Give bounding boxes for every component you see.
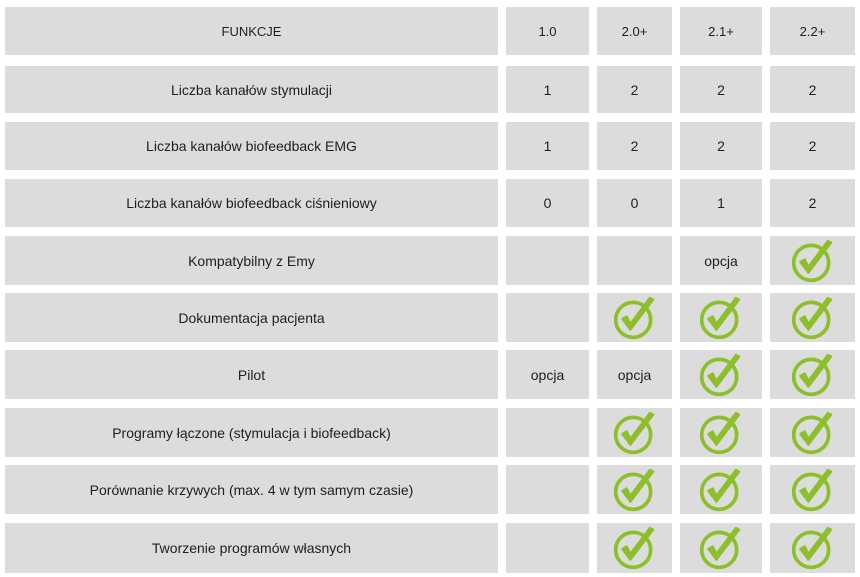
value-text: 0 bbox=[543, 195, 552, 211]
check-circle-icon bbox=[612, 295, 658, 341]
check-circle-icon bbox=[612, 525, 658, 571]
value-cell bbox=[680, 523, 762, 573]
feature-label: Pilot bbox=[237, 366, 266, 383]
value-cell bbox=[770, 122, 855, 170]
value-cell bbox=[597, 66, 672, 113]
feature-label: Kompatybilny z Emy bbox=[188, 252, 315, 269]
value-text: 1 bbox=[717, 195, 725, 211]
check-circle-icon bbox=[612, 410, 658, 456]
feature-label-cell bbox=[5, 236, 498, 285]
check-circle-icon bbox=[698, 410, 744, 456]
value-text: 2 bbox=[630, 138, 639, 154]
feature-label-cell bbox=[5, 122, 498, 170]
header-version bbox=[506, 7, 589, 55]
value-cell bbox=[680, 66, 762, 113]
check-circle-icon bbox=[698, 352, 744, 398]
feature-label-cell bbox=[5, 293, 498, 342]
feature-label: Programy łączone (stymulacja i biofeedback) bbox=[112, 424, 391, 441]
header-label: 2.2+ bbox=[799, 23, 826, 39]
value-text: opcja bbox=[617, 366, 652, 383]
check-circle-icon bbox=[790, 410, 836, 456]
value-cell bbox=[770, 523, 855, 573]
feature-label: Dokumentacja pacjenta bbox=[178, 309, 325, 326]
value-text: 2 bbox=[630, 81, 639, 98]
value-text: 2 bbox=[808, 195, 817, 211]
value-cell bbox=[506, 66, 589, 113]
value-text: 1 bbox=[543, 81, 552, 98]
value-cell bbox=[506, 350, 589, 399]
header-label: 2.1+ bbox=[708, 23, 734, 39]
value-cell bbox=[680, 179, 762, 227]
value-cell bbox=[506, 523, 589, 573]
value-cell bbox=[770, 236, 855, 285]
check-circle-icon bbox=[790, 238, 836, 284]
value-cell bbox=[506, 179, 589, 227]
check-circle-icon bbox=[790, 525, 836, 571]
value-text: 1 bbox=[543, 138, 552, 154]
feature-label: Liczba kanałów stymulacji bbox=[170, 81, 333, 98]
value-cell bbox=[597, 523, 672, 573]
value-text: 0 bbox=[630, 195, 639, 211]
value-cell bbox=[680, 350, 762, 399]
value-cell bbox=[597, 408, 672, 457]
value-cell bbox=[770, 350, 855, 399]
value-cell bbox=[506, 465, 589, 514]
value-text: 2 bbox=[717, 81, 725, 98]
feature-label-cell bbox=[5, 465, 498, 514]
check-circle-icon bbox=[698, 467, 744, 513]
value-cell bbox=[680, 465, 762, 514]
check-circle-icon bbox=[698, 295, 744, 341]
value-cell bbox=[680, 236, 762, 285]
value-cell bbox=[597, 293, 672, 342]
header-label: FUNKCJE bbox=[221, 23, 282, 39]
header-functions bbox=[5, 7, 498, 55]
feature-label-cell bbox=[5, 179, 498, 227]
header-version bbox=[680, 7, 762, 55]
feature-label-cell bbox=[5, 523, 498, 573]
value-cell bbox=[770, 66, 855, 113]
feature-label: Tworzenie programów własnych bbox=[151, 540, 352, 556]
value-text: opcja bbox=[704, 252, 738, 269]
value-text: opcja bbox=[530, 366, 565, 383]
value-text: 2 bbox=[808, 81, 817, 98]
header-label: 2.0+ bbox=[621, 23, 648, 39]
feature-label-cell bbox=[5, 408, 498, 457]
value-cell bbox=[680, 293, 762, 342]
value-cell bbox=[506, 122, 589, 170]
value-cell bbox=[770, 179, 855, 227]
check-circle-icon bbox=[790, 295, 836, 341]
value-cell bbox=[597, 350, 672, 399]
value-cell bbox=[770, 408, 855, 457]
check-circle-icon bbox=[698, 525, 744, 571]
feature-label-cell bbox=[5, 66, 498, 113]
header-version bbox=[597, 7, 672, 55]
value-cell bbox=[506, 236, 589, 285]
value-text: 2 bbox=[808, 138, 817, 154]
feature-label: Liczba kanałów biofeedback EMG bbox=[146, 138, 357, 154]
value-cell bbox=[597, 122, 672, 170]
feature-label: Porównanie krzywych (max. 4 w tym samym czasie) bbox=[89, 481, 414, 498]
check-circle-icon bbox=[612, 467, 658, 513]
check-circle-icon bbox=[790, 352, 836, 398]
value-text: 2 bbox=[717, 138, 725, 154]
value-cell bbox=[506, 293, 589, 342]
value-cell bbox=[506, 408, 589, 457]
check-circle-icon bbox=[790, 467, 836, 513]
value-cell bbox=[680, 122, 762, 170]
feature-label: Liczba kanałów biofeedback ciśnieniowy bbox=[126, 195, 377, 211]
value-cell bbox=[680, 408, 762, 457]
value-cell bbox=[597, 465, 672, 514]
value-cell bbox=[770, 465, 855, 514]
header-label: 1.0 bbox=[538, 23, 557, 39]
value-cell bbox=[770, 293, 855, 342]
header-version bbox=[770, 7, 855, 55]
value-cell bbox=[597, 236, 672, 285]
value-cell bbox=[597, 179, 672, 227]
feature-label-cell bbox=[5, 350, 498, 399]
